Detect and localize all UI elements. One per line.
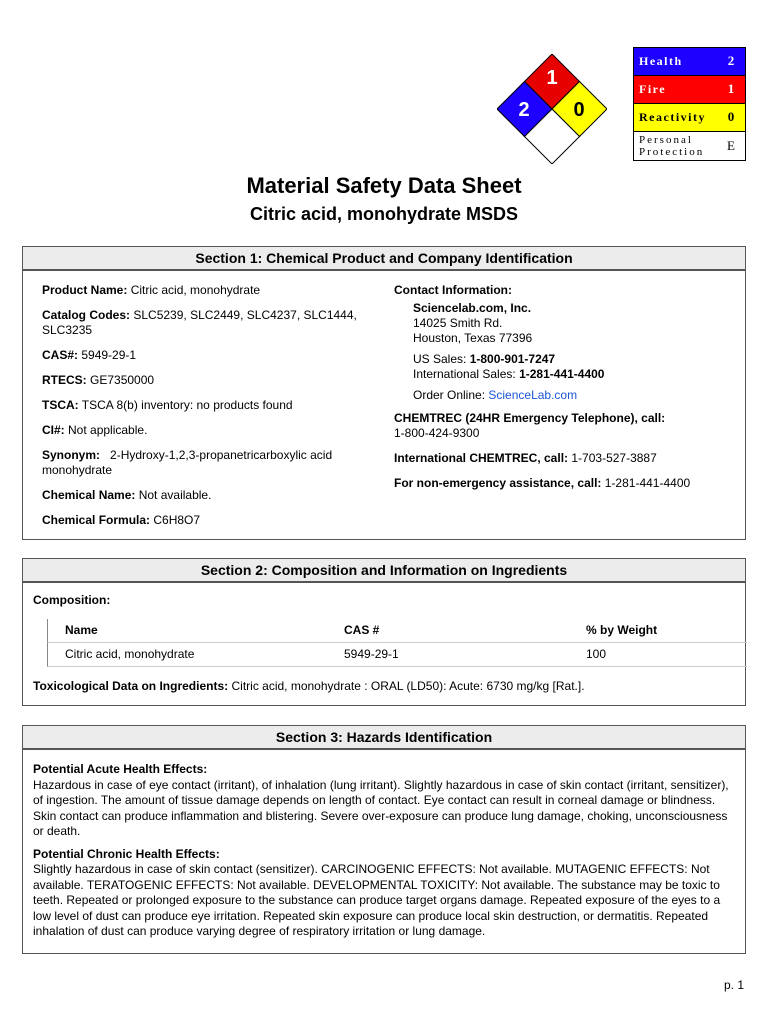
hmis-fire-label: Fire: [639, 81, 667, 96]
hmis-rating-table: [633, 47, 746, 161]
hmis-health-value: 2: [727, 53, 735, 69]
hmis-fire-row: [634, 76, 745, 104]
cell-name: Citric acid, monohydrate: [65, 646, 195, 661]
hmis-reactivity-label: Reactivity: [639, 109, 706, 124]
hmis-ppe-label-line2: Protection: [639, 146, 705, 158]
section-1: [22, 246, 746, 540]
company-address-line2: Houston, Texas 77396: [413, 331, 533, 345]
chemical-name-field: Chemical Name: Not available.: [42, 488, 212, 502]
column-header-name: Name: [65, 622, 98, 637]
catalog-codes-field: Catalog Codes: SLC5239, SLC2449, SLC4237, SLC1444, SLC3235: [42, 308, 357, 337]
rtecs-field: RTECS: GE7350000: [42, 373, 155, 387]
company-name: Sciencelab.com, Inc.: [413, 301, 532, 315]
section-1-left-column: [42, 283, 377, 538]
hmis-health-label: Health: [639, 53, 683, 68]
page-number: p. 1: [724, 978, 745, 992]
nfpa-reactivity-value: 0: [573, 99, 585, 121]
hmis-fire-value: 1: [727, 81, 735, 97]
acute-effects-text: Hazardous in case of eye contact (irritant), of inhalation (lung irritant). Slightly hazardous in case of skin contact (irritant, sensitizer), of ingestion. The amount of tissue damage depends on length of contact. Eye contact can result in corneal damage or blindness. Skin contact can produce inflammation and blistering. Severe over-exposure can produce lung damage, choking, unconsciousness or death.: [33, 777, 729, 838]
chemical-formula-field: Chemical Formula: C6H8O7: [42, 513, 201, 527]
document-subtitle: Citric acid, monohydrate MSDS: [249, 204, 519, 224]
chemtrec-field: CHEMTREC (24HR Emergency Telephone), call: 1-800-424-9300: [394, 411, 666, 440]
contact-info-label: Contact Information:: [394, 283, 512, 297]
hmis-reactivity-value: 0: [727, 109, 735, 125]
column-header-weight: % by Weight: [586, 622, 658, 637]
hmis-ppe-label: [634, 134, 717, 158]
intl-chemtrec-field: International CHEMTREC, call: 1-703-527-3887: [394, 451, 657, 465]
section-1-right-column: [394, 283, 734, 501]
nfpa-fire-value: 1: [546, 67, 558, 89]
composition-label: Composition:: [33, 593, 111, 607]
order-online-link[interactable]: ScienceLab.com: [488, 388, 578, 402]
hmis-ppe-row: [634, 132, 745, 160]
us-sales-field: US Sales: 1-800-901-7247: [413, 352, 556, 366]
hmis-ppe-label-line1: Personal: [639, 134, 693, 146]
nfpa-fire-diamond: [497, 54, 607, 164]
chronic-effects-label: Potential Chronic Health Effects:: [33, 846, 220, 861]
table-row: [47, 643, 747, 667]
product-name-field: Product Name: Citric acid, monohydrate: [42, 283, 261, 297]
section-1-heading: Section 1: Chemical Product and Company Identification: [23, 247, 745, 271]
section-3: [22, 725, 746, 954]
synonym-field: Synonym: 2-Hydroxy-1,2,3-propanetricarboxylic acid monohydrate: [42, 448, 333, 477]
section-2-heading: Section 2: Composition and Information on Ingredients: [23, 559, 745, 583]
section-3-heading: Section 3: Hazards Identification: [23, 726, 745, 750]
cas-field: CAS#: 5949-29-1: [42, 348, 137, 362]
cell-weight: 100: [586, 646, 607, 661]
hmis-health-row: [634, 48, 745, 76]
toxicological-data: Toxicological Data on Ingredients: Citric acid, monohydrate : ORAL (LD50): Acute: 6730 mg/kg [Rat.].: [33, 679, 585, 693]
hmis-ppe-value: E: [727, 137, 735, 153]
nfpa-health-value: 2: [518, 99, 530, 121]
composition-table: [47, 619, 747, 667]
tsca-field: TSCA: TSCA 8(b) inventory: no products found: [42, 398, 293, 412]
order-online-field: Order Online: ScienceLab.com: [413, 388, 578, 402]
acute-effects-label: Potential Acute Health Effects:: [33, 762, 208, 776]
column-header-cas: CAS #: [344, 622, 380, 637]
company-address-line1: 14025 Smith Rd.: [413, 316, 503, 330]
section-3-body: [33, 762, 739, 947]
chronic-effects-text: Slightly hazardous in case of skin contact (sensitizer). CARCINOGENIC EFFECTS: Not available. MUTAGENIC EFFECTS: Not available. TERATOGENIC EFFECTS: Not available. DEVELOPMENTAL TOXICITY: Not available. The substance may be toxic to teeth. Repeated or prolonged exposure to the substance can produce target organs damage. Repeated exposure of the eyes to a low level of dust can produce eye irritation. Repeated skin exposure can produce local skin destruction, or dermatitis. Repeated inhalation of dust can produce varying degree of respiratory irritation or lung damage.: [33, 862, 721, 938]
section-2: [22, 558, 746, 706]
hmis-reactivity-row: [634, 104, 745, 132]
intl-sales-field: International Sales: 1-281-441-4400: [413, 367, 605, 381]
cell-cas: 5949-29-1: [344, 646, 399, 661]
ci-field: CI#: Not applicable.: [42, 423, 148, 437]
composition-table-header: [47, 619, 747, 643]
document-title: Material Safety Data Sheet: [246, 173, 522, 198]
non-emergency-field: For non-emergency assistance, call: 1-281-441-4400: [394, 476, 691, 490]
